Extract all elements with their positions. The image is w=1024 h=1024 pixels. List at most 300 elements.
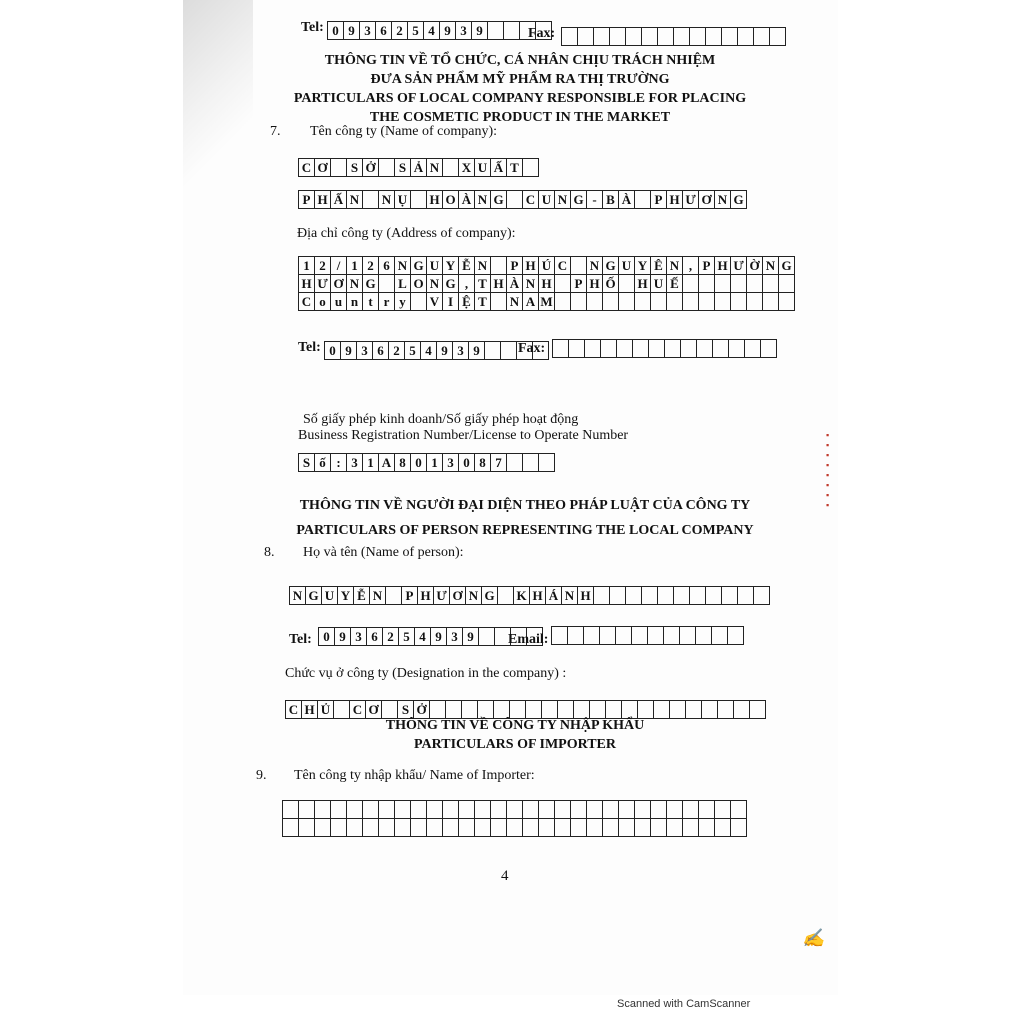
char-box: Ú	[538, 256, 555, 275]
char-box: Ờ	[746, 256, 763, 275]
char-box	[493, 700, 510, 719]
char-box: Ơ	[365, 700, 382, 719]
char-box: H	[666, 190, 683, 209]
char-box: U	[474, 158, 491, 177]
char-box	[442, 158, 459, 177]
char-box: :	[330, 453, 347, 472]
empty-box	[631, 626, 648, 645]
empty-box	[298, 800, 315, 819]
empty-box	[689, 27, 706, 46]
empty-box	[650, 800, 667, 819]
char-box: G	[490, 190, 507, 209]
char-box	[503, 21, 520, 40]
char-box: /	[330, 256, 347, 275]
char-box	[509, 700, 526, 719]
char-box: K	[513, 586, 530, 605]
char-box	[429, 700, 446, 719]
char-box: 0	[327, 21, 344, 40]
empty-box	[586, 818, 603, 837]
char-box: 2	[314, 256, 331, 275]
char-box: N	[714, 190, 731, 209]
char-box: U	[538, 190, 555, 209]
char-box: Ế	[666, 274, 683, 293]
char-box: S	[298, 453, 315, 472]
empty-box	[599, 626, 616, 645]
license-number-boxes	[298, 453, 555, 472]
char-box: 0	[410, 453, 427, 472]
char-box: G	[570, 190, 587, 209]
char-box: G	[362, 274, 379, 293]
char-box: N	[506, 292, 523, 311]
company-name-boxes-2	[298, 190, 747, 209]
char-box: Ụ	[394, 190, 411, 209]
char-box: U	[618, 256, 635, 275]
person-email-boxes	[551, 626, 744, 645]
empty-box	[648, 339, 665, 358]
empty-box	[522, 800, 539, 819]
char-box: 3	[350, 627, 367, 646]
char-box: 9	[343, 21, 360, 40]
empty-box	[696, 339, 713, 358]
top-tel-label: Tel:	[301, 20, 324, 35]
empty-box	[618, 818, 635, 837]
empty-box	[458, 800, 475, 819]
char-box: Ấ	[330, 190, 347, 209]
char-box	[637, 700, 654, 719]
empty-box	[666, 800, 683, 819]
license-label-en: Business Registration Number/License to Operate Number	[298, 428, 629, 443]
char-box	[737, 586, 754, 605]
char-box	[605, 700, 622, 719]
char-box: Ư	[730, 256, 747, 275]
char-box: H	[301, 700, 318, 719]
char-box: Ễ	[353, 586, 370, 605]
empty-box	[730, 818, 747, 837]
address-row-1	[298, 256, 795, 275]
char-box	[557, 700, 574, 719]
char-box: N	[666, 256, 683, 275]
char-box	[445, 700, 462, 719]
company-name-row-1	[298, 158, 539, 177]
char-box: H	[417, 586, 434, 605]
char-box: U	[321, 586, 338, 605]
empty-box	[378, 818, 395, 837]
empty-box	[721, 27, 738, 46]
company-address-label: Địa chỉ công ty (Address of company):	[297, 226, 516, 241]
empty-box	[282, 818, 299, 837]
char-box: U	[650, 274, 667, 293]
empty-box	[442, 800, 459, 819]
empty-box	[634, 800, 651, 819]
char-box: Á	[545, 586, 562, 605]
char-box: Ư	[682, 190, 699, 209]
empty-box	[584, 339, 601, 358]
char-box: O	[410, 274, 427, 293]
char-box	[330, 158, 347, 177]
char-box: 2	[382, 627, 399, 646]
char-box: C	[349, 700, 366, 719]
char-box: ,	[682, 256, 699, 275]
char-box: u	[330, 292, 347, 311]
company-name-row-2	[298, 190, 747, 209]
empty-box	[522, 818, 539, 837]
char-box: Ơ	[314, 158, 331, 177]
char-box: y	[394, 292, 411, 311]
char-box: V	[426, 292, 443, 311]
char-box: G	[730, 190, 747, 209]
char-box	[609, 586, 626, 605]
char-box: 9	[334, 627, 351, 646]
char-box	[570, 256, 587, 275]
char-box: 9	[468, 341, 485, 360]
char-box	[570, 292, 587, 311]
char-box	[554, 292, 571, 311]
char-box: P	[401, 586, 418, 605]
char-box: t	[362, 292, 379, 311]
empty-box	[538, 818, 555, 837]
char-box	[730, 274, 747, 293]
char-box: P	[570, 274, 587, 293]
page-number: 4	[501, 868, 509, 884]
char-box: 2	[388, 341, 405, 360]
char-box	[522, 158, 539, 177]
empty-box	[314, 818, 331, 837]
char-box	[378, 274, 395, 293]
empty-box	[714, 818, 731, 837]
empty-box	[554, 818, 571, 837]
initials-signature: ✍	[802, 928, 825, 948]
empty-box	[682, 800, 699, 819]
char-box: U	[426, 256, 443, 275]
top-fax-boxes	[561, 27, 786, 46]
char-box: M	[538, 292, 555, 311]
char-box	[525, 700, 542, 719]
char-box	[778, 274, 795, 293]
empty-box	[570, 818, 587, 837]
char-box: 3	[452, 341, 469, 360]
char-box: P	[698, 256, 715, 275]
char-box	[554, 274, 571, 293]
empty-box	[705, 27, 722, 46]
char-box	[714, 274, 731, 293]
char-box	[717, 700, 734, 719]
char-box: -	[586, 190, 603, 209]
char-box: 4	[414, 627, 431, 646]
char-box: A	[378, 453, 395, 472]
char-box	[653, 700, 670, 719]
char-box	[378, 158, 395, 177]
empty-box	[586, 800, 603, 819]
empty-box	[330, 818, 347, 837]
empty-box	[730, 800, 747, 819]
char-box	[698, 292, 715, 311]
empty-box	[551, 626, 568, 645]
char-box: Ệ	[458, 292, 475, 311]
company-name-label: Tên công ty (Name of company):	[310, 124, 497, 139]
char-box: C	[285, 700, 302, 719]
char-box: Ả	[410, 158, 427, 177]
empty-box	[568, 339, 585, 358]
char-box: L	[394, 274, 411, 293]
char-box: 9	[439, 21, 456, 40]
address-row-3	[298, 292, 795, 311]
char-box: H	[298, 274, 315, 293]
char-box: 9	[430, 627, 447, 646]
empty-box	[362, 800, 379, 819]
item7-number: 7.	[270, 124, 281, 139]
empty-box	[666, 818, 683, 837]
char-box: H	[634, 274, 651, 293]
scanner-footer: Scanned with CamScanner	[617, 998, 751, 1010]
char-box: Ở	[413, 700, 430, 719]
empty-box	[673, 27, 690, 46]
char-box: 4	[420, 341, 437, 360]
char-box: H	[522, 256, 539, 275]
char-box: 2	[391, 21, 408, 40]
empty-box	[744, 339, 761, 358]
char-box	[666, 292, 683, 311]
char-box: N	[474, 256, 491, 275]
char-box: 6	[378, 256, 395, 275]
person-header-vi: THÔNG TIN VỀ NGƯỜI ĐẠI DIỆN THEO PHÁP LUẬT CỦA CÔNG TY	[299, 498, 751, 513]
char-box: 3	[442, 453, 459, 472]
empty-box	[616, 339, 633, 358]
local-header-en-2: THE COSMETIC PRODUCT IN THE MARKET	[369, 110, 671, 125]
company-tel-boxes	[324, 341, 549, 360]
char-box: C	[522, 190, 539, 209]
char-box	[634, 292, 651, 311]
char-box: 5	[398, 627, 415, 646]
empty-box	[641, 27, 658, 46]
empty-box	[442, 818, 459, 837]
empty-box	[410, 800, 427, 819]
empty-box	[634, 818, 651, 837]
empty-box	[680, 339, 697, 358]
empty-box	[346, 818, 363, 837]
char-box	[362, 190, 379, 209]
empty-box	[570, 800, 587, 819]
empty-box	[394, 818, 411, 837]
char-box: o	[314, 292, 331, 311]
char-box	[673, 586, 690, 605]
char-box: S	[346, 158, 363, 177]
char-box: 0	[458, 453, 475, 472]
char-box: I	[442, 292, 459, 311]
empty-box	[657, 27, 674, 46]
local-header-en-1: PARTICULARS OF LOCAL COMPANY RESPONSIBLE FOR PLACING	[293, 91, 747, 106]
empty-box	[567, 626, 584, 645]
char-box: 3	[356, 341, 373, 360]
char-box: H	[490, 274, 507, 293]
char-box: 6	[375, 21, 392, 40]
char-box: 4	[423, 21, 440, 40]
empty-box	[600, 339, 617, 358]
char-box: À	[458, 190, 475, 209]
company-fax-boxes	[552, 339, 777, 358]
char-box: 1	[298, 256, 315, 275]
empty-box	[679, 626, 696, 645]
char-box	[682, 292, 699, 311]
designation-label: Chức vụ ở công ty (Designation in the company) :	[285, 666, 567, 681]
char-box: 3	[446, 627, 463, 646]
char-box	[650, 292, 667, 311]
char-box: 0	[324, 341, 341, 360]
page-fold-shadow	[183, 0, 253, 200]
char-box	[753, 586, 770, 605]
char-box	[385, 586, 402, 605]
char-box	[506, 453, 523, 472]
char-box: 9	[471, 21, 488, 40]
item8-number: 8.	[264, 545, 275, 560]
empty-box	[426, 800, 443, 819]
char-box: N	[762, 256, 779, 275]
empty-box	[282, 800, 299, 819]
char-box	[593, 586, 610, 605]
company-address-boxes	[298, 256, 795, 311]
char-box: H	[586, 274, 603, 293]
char-box	[746, 274, 763, 293]
empty-box	[650, 818, 667, 837]
char-box: H	[538, 274, 555, 293]
item9-number: 9.	[256, 768, 267, 783]
local-header-vi-2: ĐƯA SẢN PHẨM MỸ PHẨM RA THỊ TRƯỜNG	[370, 72, 670, 87]
char-box	[733, 700, 750, 719]
char-box	[625, 586, 642, 605]
person-name-boxes	[289, 586, 770, 605]
char-box	[478, 627, 495, 646]
empty-box	[314, 800, 331, 819]
empty-box	[737, 27, 754, 46]
char-box: r	[378, 292, 395, 311]
char-box: N	[474, 190, 491, 209]
char-box	[602, 292, 619, 311]
edge-stamp-mark: ▪ ▪ ▪ ▪ ▪ ▪ ▪ ▪	[826, 430, 830, 510]
char-box	[490, 292, 507, 311]
char-box	[634, 190, 651, 209]
char-box	[490, 256, 507, 275]
empty-box	[760, 339, 777, 358]
empty-box	[506, 800, 523, 819]
empty-box	[753, 27, 770, 46]
char-box: N	[465, 586, 482, 605]
empty-box	[714, 800, 731, 819]
importer-row-1	[282, 800, 747, 819]
char-box: 9	[462, 627, 479, 646]
char-box	[746, 292, 763, 311]
empty-box	[602, 818, 619, 837]
char-box	[714, 292, 731, 311]
char-box	[682, 274, 699, 293]
char-box	[586, 292, 603, 311]
char-box	[589, 700, 606, 719]
char-box: N	[561, 586, 578, 605]
char-box: C	[298, 292, 315, 311]
empty-box	[602, 800, 619, 819]
char-box: Y	[634, 256, 651, 275]
char-box: ố	[314, 453, 331, 472]
char-box	[657, 586, 674, 605]
char-box	[484, 341, 501, 360]
empty-box	[647, 626, 664, 645]
char-box: Ễ	[458, 256, 475, 275]
empty-box	[474, 800, 491, 819]
char-box: 6	[372, 341, 389, 360]
char-box: 3	[346, 453, 363, 472]
char-box: 8	[394, 453, 411, 472]
char-box	[685, 700, 702, 719]
char-box	[381, 700, 398, 719]
importer-header-en: PARTICULARS OF IMPORTER	[413, 737, 617, 752]
empty-box	[663, 626, 680, 645]
char-box: 1	[362, 453, 379, 472]
char-box: Y	[442, 256, 459, 275]
empty-box	[426, 818, 443, 837]
char-box: S	[397, 700, 414, 719]
char-box	[641, 586, 658, 605]
char-box: À	[618, 190, 635, 209]
empty-box	[538, 800, 555, 819]
empty-box	[554, 800, 571, 819]
char-box: N	[554, 190, 571, 209]
char-box: Ấ	[490, 158, 507, 177]
empty-box	[410, 818, 427, 837]
char-box	[618, 274, 635, 293]
char-box	[500, 341, 517, 360]
empty-box	[490, 818, 507, 837]
license-label-vi: Số giấy phép kinh doanh/Số giấy phép hoạt động	[303, 412, 579, 427]
char-box: N	[522, 274, 539, 293]
char-box	[506, 190, 523, 209]
char-box: G	[410, 256, 427, 275]
char-box: N	[369, 586, 386, 605]
empty-box	[615, 626, 632, 645]
char-box: 9	[436, 341, 453, 360]
empty-box	[330, 800, 347, 819]
empty-box	[561, 27, 578, 46]
importer-header-vi: THÔNG TIN VỀ CÔNG TY NHẬP KHẨU	[385, 718, 645, 733]
empty-box	[346, 800, 363, 819]
char-box: X	[458, 158, 475, 177]
char-box	[730, 292, 747, 311]
company-name-boxes	[298, 158, 539, 177]
char-box: Ơ	[330, 274, 347, 293]
char-box: 3	[359, 21, 376, 40]
char-box	[522, 453, 539, 472]
char-box: P	[298, 190, 315, 209]
address-row-2	[298, 274, 795, 293]
empty-box	[632, 339, 649, 358]
char-box	[721, 586, 738, 605]
char-box: N	[346, 190, 363, 209]
char-box	[778, 292, 795, 311]
char-box: Ê	[650, 256, 667, 275]
char-box: N	[394, 256, 411, 275]
empty-box	[618, 800, 635, 819]
char-box: S	[394, 158, 411, 177]
char-box: Ủ	[317, 700, 334, 719]
top-fax-label: Fax:	[528, 26, 556, 41]
top-tel-boxes	[327, 21, 552, 40]
person-header-en: PARTICULARS OF PERSON REPRESENTING THE LOCAL COMPANY	[296, 523, 754, 538]
char-box: Ơ	[449, 586, 466, 605]
char-box	[689, 586, 706, 605]
empty-box	[609, 27, 626, 46]
char-box: 9	[340, 341, 357, 360]
empty-box	[728, 339, 745, 358]
char-box	[621, 700, 638, 719]
char-box: n	[346, 292, 363, 311]
char-box	[410, 190, 427, 209]
